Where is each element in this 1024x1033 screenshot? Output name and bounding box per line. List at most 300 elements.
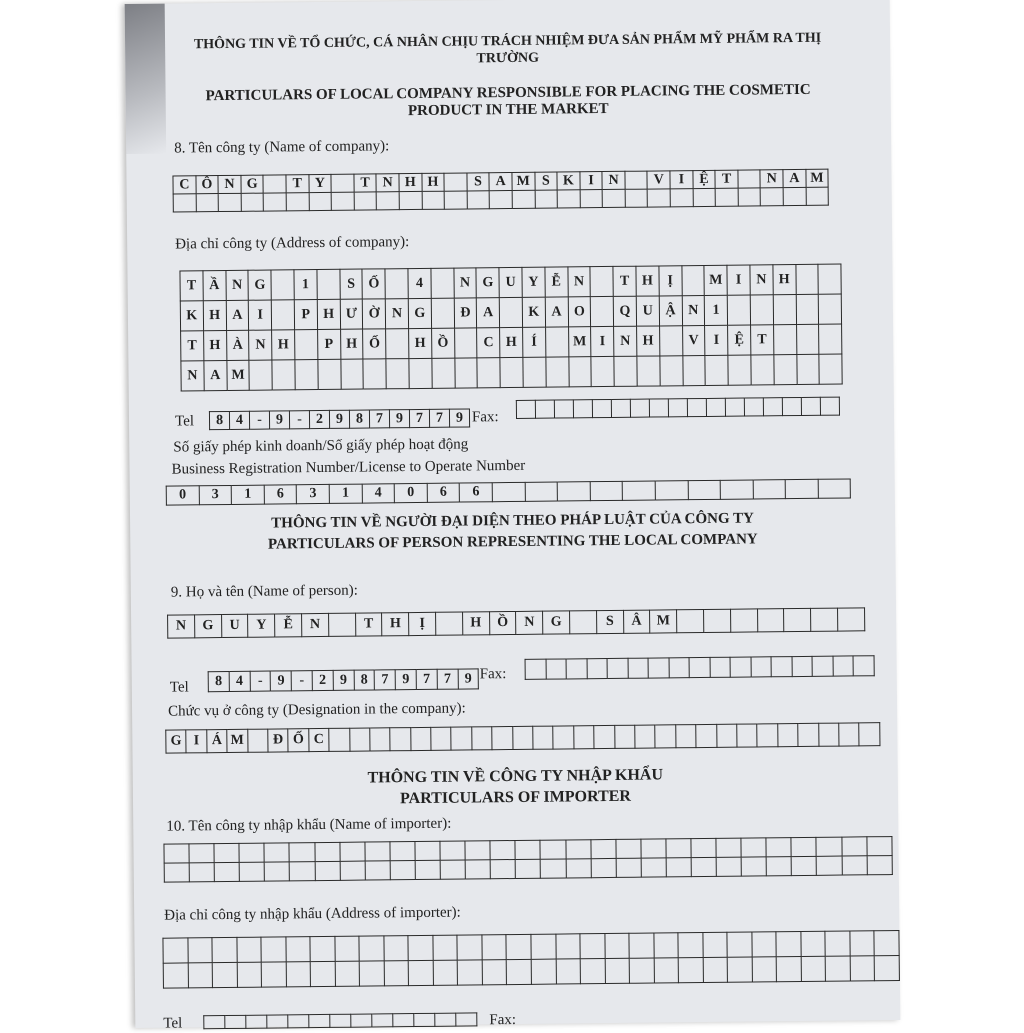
char-cell[interactable]: N (516, 611, 543, 634)
char-cell[interactable] (163, 938, 188, 963)
char-cell[interactable] (776, 957, 801, 982)
char-cell[interactable] (189, 844, 214, 863)
char-cell[interactable]: Ậ (659, 296, 682, 326)
char-cell[interactable] (750, 295, 773, 325)
char-cell[interactable] (515, 859, 540, 878)
char-cell[interactable]: 9 (329, 410, 349, 428)
char-cell[interactable]: C (308, 728, 329, 751)
char-cell[interactable] (264, 193, 287, 211)
char-cell[interactable] (816, 837, 841, 856)
char-cell[interactable] (859, 723, 880, 746)
char-cell[interactable] (573, 400, 592, 418)
char-cell[interactable] (602, 189, 625, 207)
char-cell[interactable] (670, 189, 693, 207)
char-cell[interactable]: A (545, 297, 568, 327)
char-cell[interactable] (440, 841, 465, 860)
char-cell[interactable] (703, 932, 728, 957)
char-cell[interactable] (340, 842, 365, 861)
char-cell[interactable] (705, 355, 728, 385)
char-cell[interactable]: 7 (409, 409, 429, 427)
char-cell[interactable] (506, 934, 531, 959)
char-cell[interactable] (315, 842, 340, 861)
person-tel-grid[interactable] (208, 668, 480, 692)
char-cell[interactable] (335, 961, 360, 986)
char-cell[interactable]: N (750, 265, 773, 295)
char-cell[interactable] (850, 956, 875, 981)
char-cell[interactable] (574, 726, 595, 749)
char-cell[interactable] (875, 955, 900, 980)
char-cell[interactable] (773, 325, 796, 355)
char-cell[interactable]: T (355, 613, 382, 636)
char-cell[interactable] (819, 294, 842, 324)
char-cell[interactable]: H (636, 326, 659, 356)
char-cell[interactable]: Ầ (203, 270, 226, 300)
char-cell[interactable] (801, 931, 826, 956)
char-cell[interactable]: 8 (349, 410, 369, 428)
company-name-grid[interactable] (172, 169, 829, 213)
char-cell[interactable] (796, 294, 819, 324)
char-cell[interactable]: 1 (329, 484, 362, 503)
char-cell[interactable] (728, 355, 751, 385)
char-cell[interactable]: I (591, 326, 614, 356)
char-cell[interactable]: 7 (429, 409, 449, 427)
char-cell[interactable]: N (249, 330, 272, 360)
char-cell[interactable]: H (203, 330, 226, 360)
char-cell[interactable] (372, 1014, 393, 1027)
char-cell[interactable]: 4 (229, 411, 249, 429)
char-cell[interactable] (365, 861, 390, 880)
char-cell[interactable] (818, 264, 841, 294)
char-cell[interactable]: K (180, 301, 203, 331)
char-cell[interactable]: T (613, 266, 636, 296)
char-cell[interactable]: Đ (454, 298, 477, 328)
char-cell[interactable] (390, 861, 415, 880)
char-cell[interactable] (677, 610, 704, 633)
char-cell[interactable] (415, 860, 440, 879)
char-cell[interactable] (267, 1015, 288, 1028)
char-cell[interactable] (625, 189, 648, 207)
char-cell[interactable] (271, 300, 294, 330)
char-cell[interactable] (435, 1013, 456, 1026)
char-cell[interactable] (286, 962, 311, 987)
char-cell[interactable] (801, 397, 820, 415)
char-cell[interactable]: H (272, 330, 295, 360)
char-cell[interactable]: U (221, 614, 248, 637)
char-cell[interactable] (710, 657, 731, 677)
char-cell[interactable] (289, 843, 314, 862)
char-cell[interactable] (833, 656, 854, 676)
char-cell[interactable] (666, 839, 691, 858)
char-cell[interactable]: S (596, 610, 623, 633)
char-cell[interactable] (791, 837, 816, 856)
char-cell[interactable] (500, 357, 523, 387)
char-cell[interactable]: 4 (408, 268, 431, 298)
char-cell[interactable] (874, 930, 899, 955)
char-cell[interactable] (309, 192, 332, 210)
designation-grid[interactable] (165, 722, 880, 753)
char-cell[interactable] (295, 330, 318, 360)
char-cell[interactable]: N (454, 268, 477, 298)
char-cell[interactable]: C (477, 328, 500, 358)
char-cell[interactable] (386, 359, 409, 389)
char-cell[interactable] (330, 1014, 351, 1027)
char-cell[interactable] (774, 355, 797, 385)
char-cell[interactable]: 8 (354, 670, 375, 690)
char-cell[interactable] (853, 656, 874, 676)
importer-address-grid[interactable] (162, 930, 899, 989)
char-cell[interactable]: N (302, 613, 329, 636)
char-cell[interactable] (648, 189, 671, 207)
char-cell[interactable] (431, 268, 454, 298)
char-cell[interactable] (715, 188, 738, 206)
char-cell[interactable]: H (340, 329, 363, 359)
char-cell[interactable]: N (614, 326, 637, 356)
char-cell[interactable] (286, 937, 311, 962)
char-cell[interactable]: 8 (209, 411, 229, 429)
char-cell[interactable]: 9 (271, 671, 292, 691)
char-cell[interactable]: 9 (395, 670, 416, 690)
char-cell[interactable] (376, 192, 399, 210)
char-cell[interactable]: Ệ (728, 325, 751, 355)
char-cell[interactable]: T (750, 325, 773, 355)
char-cell[interactable] (668, 399, 687, 417)
char-cell[interactable] (482, 960, 507, 985)
char-cell[interactable] (556, 959, 581, 984)
char-cell[interactable]: G (248, 270, 271, 300)
char-cell[interactable]: N (376, 174, 399, 192)
char-cell[interactable]: H (317, 299, 340, 329)
char-cell[interactable] (359, 961, 384, 986)
char-cell[interactable] (689, 657, 710, 677)
char-cell[interactable]: 6 (460, 483, 493, 502)
char-cell[interactable] (531, 959, 556, 984)
char-cell[interactable]: Q (613, 296, 636, 326)
char-cell[interactable] (691, 838, 716, 857)
char-cell[interactable] (798, 723, 819, 746)
char-cell[interactable] (796, 324, 819, 354)
char-cell[interactable] (440, 860, 465, 879)
char-cell[interactable]: Ờ (363, 299, 386, 329)
char-cell[interactable] (655, 725, 676, 748)
char-cell[interactable]: Ố (288, 729, 309, 752)
char-cell[interactable] (784, 608, 811, 631)
char-cell[interactable] (622, 481, 655, 500)
char-cell[interactable]: Đ (268, 729, 289, 752)
char-cell[interactable] (727, 295, 750, 325)
char-cell[interactable]: Y (248, 614, 275, 637)
char-cell[interactable]: T (181, 331, 204, 361)
char-cell[interactable]: M (227, 729, 248, 752)
importer-tel-grid[interactable] (203, 1012, 477, 1029)
char-cell[interactable]: 6 (264, 485, 297, 504)
char-cell[interactable]: S (534, 172, 557, 190)
char-cell[interactable] (753, 480, 786, 499)
char-cell[interactable] (757, 724, 778, 747)
char-cell[interactable]: U (499, 267, 522, 297)
char-cell[interactable] (432, 358, 455, 388)
char-cell[interactable] (648, 658, 669, 678)
char-cell[interactable]: G (241, 175, 264, 193)
char-cell[interactable]: Ố (363, 329, 386, 359)
char-cell[interactable] (654, 958, 679, 983)
char-cell[interactable]: Ị (409, 612, 436, 635)
char-cell[interactable]: 7 (437, 669, 458, 689)
char-cell[interactable] (465, 860, 490, 879)
char-cell[interactable]: T (180, 271, 203, 301)
char-cell[interactable]: Ễ (275, 614, 302, 637)
char-cell[interactable] (363, 359, 386, 389)
char-cell[interactable] (649, 399, 668, 417)
char-cell[interactable] (738, 188, 761, 206)
char-cell[interactable] (682, 355, 705, 385)
char-cell[interactable] (531, 934, 556, 959)
char-cell[interactable] (164, 844, 189, 863)
char-cell[interactable] (288, 1015, 309, 1028)
char-cell[interactable]: M (806, 169, 829, 187)
char-cell[interactable] (727, 957, 752, 982)
char-cell[interactable] (384, 936, 409, 961)
char-cell[interactable] (820, 397, 839, 415)
char-cell[interactable] (629, 958, 654, 983)
char-cell[interactable] (592, 399, 611, 417)
char-cell[interactable] (703, 609, 730, 632)
char-cell[interactable] (565, 840, 590, 859)
char-cell[interactable]: Á (207, 730, 228, 753)
char-cell[interactable]: H (421, 173, 444, 191)
char-cell[interactable]: 0 (394, 483, 427, 502)
char-cell[interactable] (390, 728, 411, 751)
char-cell[interactable] (568, 357, 591, 387)
char-cell[interactable]: P (294, 300, 317, 330)
char-cell[interactable]: K (557, 172, 580, 190)
char-cell[interactable] (591, 356, 614, 386)
char-cell[interactable] (385, 269, 408, 299)
char-cell[interactable] (349, 728, 370, 751)
char-cell[interactable]: H (382, 613, 409, 636)
license-number-grid[interactable] (166, 478, 852, 505)
char-cell[interactable] (409, 358, 432, 388)
char-cell[interactable] (370, 728, 391, 751)
char-cell[interactable] (587, 659, 608, 679)
char-cell[interactable] (546, 659, 567, 679)
char-cell[interactable]: 7 (375, 670, 396, 690)
char-cell[interactable] (465, 841, 490, 860)
char-cell[interactable] (720, 480, 753, 499)
char-cell[interactable] (611, 399, 630, 417)
char-cell[interactable] (566, 859, 591, 878)
char-cell[interactable] (247, 729, 268, 752)
char-cell[interactable] (225, 1015, 246, 1028)
char-cell[interactable]: Y (309, 174, 332, 192)
char-cell[interactable] (444, 173, 467, 191)
char-cell[interactable] (678, 933, 703, 958)
char-cell[interactable] (819, 324, 842, 354)
char-cell[interactable] (751, 355, 774, 385)
char-cell[interactable] (540, 840, 565, 859)
char-cell[interactable] (422, 191, 445, 209)
char-cell[interactable] (409, 960, 434, 985)
char-cell[interactable] (795, 264, 818, 294)
char-cell[interactable] (693, 188, 716, 206)
char-cell[interactable] (315, 861, 340, 880)
char-cell[interactable]: - (249, 411, 269, 429)
char-cell[interactable] (328, 613, 355, 636)
char-cell[interactable] (204, 1016, 225, 1029)
char-cell[interactable] (867, 856, 892, 875)
company-address-grid[interactable] (179, 264, 842, 392)
char-cell[interactable] (811, 608, 838, 631)
char-cell[interactable]: M (512, 172, 535, 190)
char-cell[interactable] (310, 961, 335, 986)
char-cell[interactable] (239, 862, 264, 881)
char-cell[interactable] (839, 723, 860, 746)
char-cell[interactable]: N (168, 615, 195, 638)
char-cell[interactable] (189, 863, 214, 882)
char-cell[interactable] (616, 839, 641, 858)
char-cell[interactable]: Y (522, 267, 545, 297)
char-cell[interactable] (594, 725, 615, 748)
person-fax-grid[interactable] (525, 655, 875, 680)
char-cell[interactable] (757, 609, 784, 632)
char-cell[interactable] (261, 962, 286, 987)
char-cell[interactable] (535, 190, 558, 208)
char-cell[interactable] (516, 400, 535, 418)
char-cell[interactable] (659, 326, 682, 356)
char-cell[interactable] (625, 171, 648, 189)
char-cell[interactable]: 1 (294, 270, 317, 300)
char-cell[interactable]: 6 (427, 483, 460, 502)
char-cell[interactable] (290, 862, 315, 881)
char-cell[interactable] (541, 859, 566, 878)
char-cell[interactable] (393, 1014, 414, 1027)
char-cell[interactable] (386, 329, 409, 359)
char-cell[interactable] (641, 858, 666, 877)
char-cell[interactable] (806, 187, 829, 205)
char-cell[interactable] (837, 608, 864, 631)
char-cell[interactable] (792, 656, 813, 676)
importer-name-grid[interactable] (163, 836, 892, 883)
char-cell[interactable] (741, 857, 766, 876)
char-cell[interactable]: 9 (389, 410, 409, 428)
char-cell[interactable] (666, 858, 691, 877)
char-cell[interactable] (678, 958, 703, 983)
char-cell[interactable] (751, 657, 772, 677)
char-cell[interactable]: U (636, 296, 659, 326)
char-cell[interactable] (676, 725, 697, 748)
char-cell[interactable]: H (203, 300, 226, 330)
char-cell[interactable] (525, 482, 558, 501)
char-cell[interactable] (218, 193, 241, 211)
char-cell[interactable] (317, 269, 340, 299)
company-tel-grid[interactable] (209, 408, 470, 430)
char-cell[interactable]: - (250, 671, 271, 691)
char-cell[interactable] (482, 935, 507, 960)
char-cell[interactable] (604, 933, 629, 958)
char-cell[interactable] (569, 611, 596, 634)
char-cell[interactable] (691, 857, 716, 876)
char-cell[interactable]: 1 (705, 295, 728, 325)
char-cell[interactable]: G (476, 268, 499, 298)
char-cell[interactable]: N (218, 175, 241, 193)
char-cell[interactable] (309, 1014, 330, 1027)
char-cell[interactable] (410, 727, 431, 750)
char-cell[interactable] (725, 398, 744, 416)
char-cell[interactable] (340, 861, 365, 880)
char-cell[interactable]: A (783, 169, 806, 187)
char-cell[interactable] (654, 933, 679, 958)
char-cell[interactable] (272, 360, 295, 390)
char-cell[interactable] (318, 359, 341, 389)
char-cell[interactable] (499, 297, 522, 327)
char-cell[interactable] (212, 962, 237, 987)
char-cell[interactable]: I (580, 172, 603, 190)
char-cell[interactable]: 1 (231, 485, 264, 504)
char-cell[interactable] (782, 397, 801, 415)
char-cell[interactable]: C (173, 176, 196, 194)
char-cell[interactable] (716, 724, 737, 747)
char-cell[interactable] (264, 843, 289, 862)
char-cell[interactable] (826, 956, 851, 981)
char-cell[interactable] (286, 193, 309, 211)
char-cell[interactable] (454, 328, 477, 358)
char-cell[interactable] (196, 194, 219, 212)
char-cell[interactable] (591, 296, 614, 326)
char-cell[interactable] (436, 612, 463, 635)
char-cell[interactable] (249, 360, 272, 390)
char-cell[interactable] (580, 934, 605, 959)
char-cell[interactable] (444, 191, 467, 209)
char-cell[interactable] (451, 727, 472, 750)
char-cell[interactable]: T (286, 175, 309, 193)
char-cell[interactable]: G (194, 615, 221, 638)
char-cell[interactable] (566, 659, 587, 679)
char-cell[interactable] (523, 357, 546, 387)
char-cell[interactable] (867, 837, 892, 856)
char-cell[interactable]: A (477, 298, 500, 328)
char-cell[interactable]: H (462, 612, 489, 635)
char-cell[interactable]: G (543, 611, 570, 634)
char-cell[interactable] (801, 956, 826, 981)
char-cell[interactable] (414, 1013, 435, 1026)
char-cell[interactable] (783, 187, 806, 205)
char-cell[interactable]: I (705, 325, 728, 355)
char-cell[interactable] (212, 937, 237, 962)
char-cell[interactable]: 9 (458, 669, 479, 689)
char-cell[interactable] (329, 728, 350, 751)
char-cell[interactable]: Ồ (431, 328, 454, 358)
char-cell[interactable] (825, 931, 850, 956)
char-cell[interactable] (730, 609, 757, 632)
char-cell[interactable] (261, 937, 286, 962)
char-cell[interactable]: I (249, 300, 272, 330)
char-cell[interactable] (660, 356, 683, 386)
char-cell[interactable] (614, 725, 635, 748)
char-cell[interactable]: N (181, 361, 204, 391)
char-cell[interactable] (490, 859, 515, 878)
char-cell[interactable]: N (602, 171, 625, 189)
char-cell[interactable]: M (568, 327, 591, 357)
char-cell[interactable]: Í (523, 327, 546, 357)
char-cell[interactable] (187, 938, 212, 963)
char-cell[interactable] (716, 838, 741, 857)
char-cell[interactable] (730, 657, 751, 677)
char-cell[interactable] (351, 1014, 372, 1027)
char-cell[interactable] (766, 838, 791, 857)
char-cell[interactable]: 4 (362, 484, 395, 503)
char-cell[interactable] (706, 398, 725, 416)
char-cell[interactable]: 3 (297, 484, 330, 503)
char-cell[interactable]: T (715, 170, 738, 188)
